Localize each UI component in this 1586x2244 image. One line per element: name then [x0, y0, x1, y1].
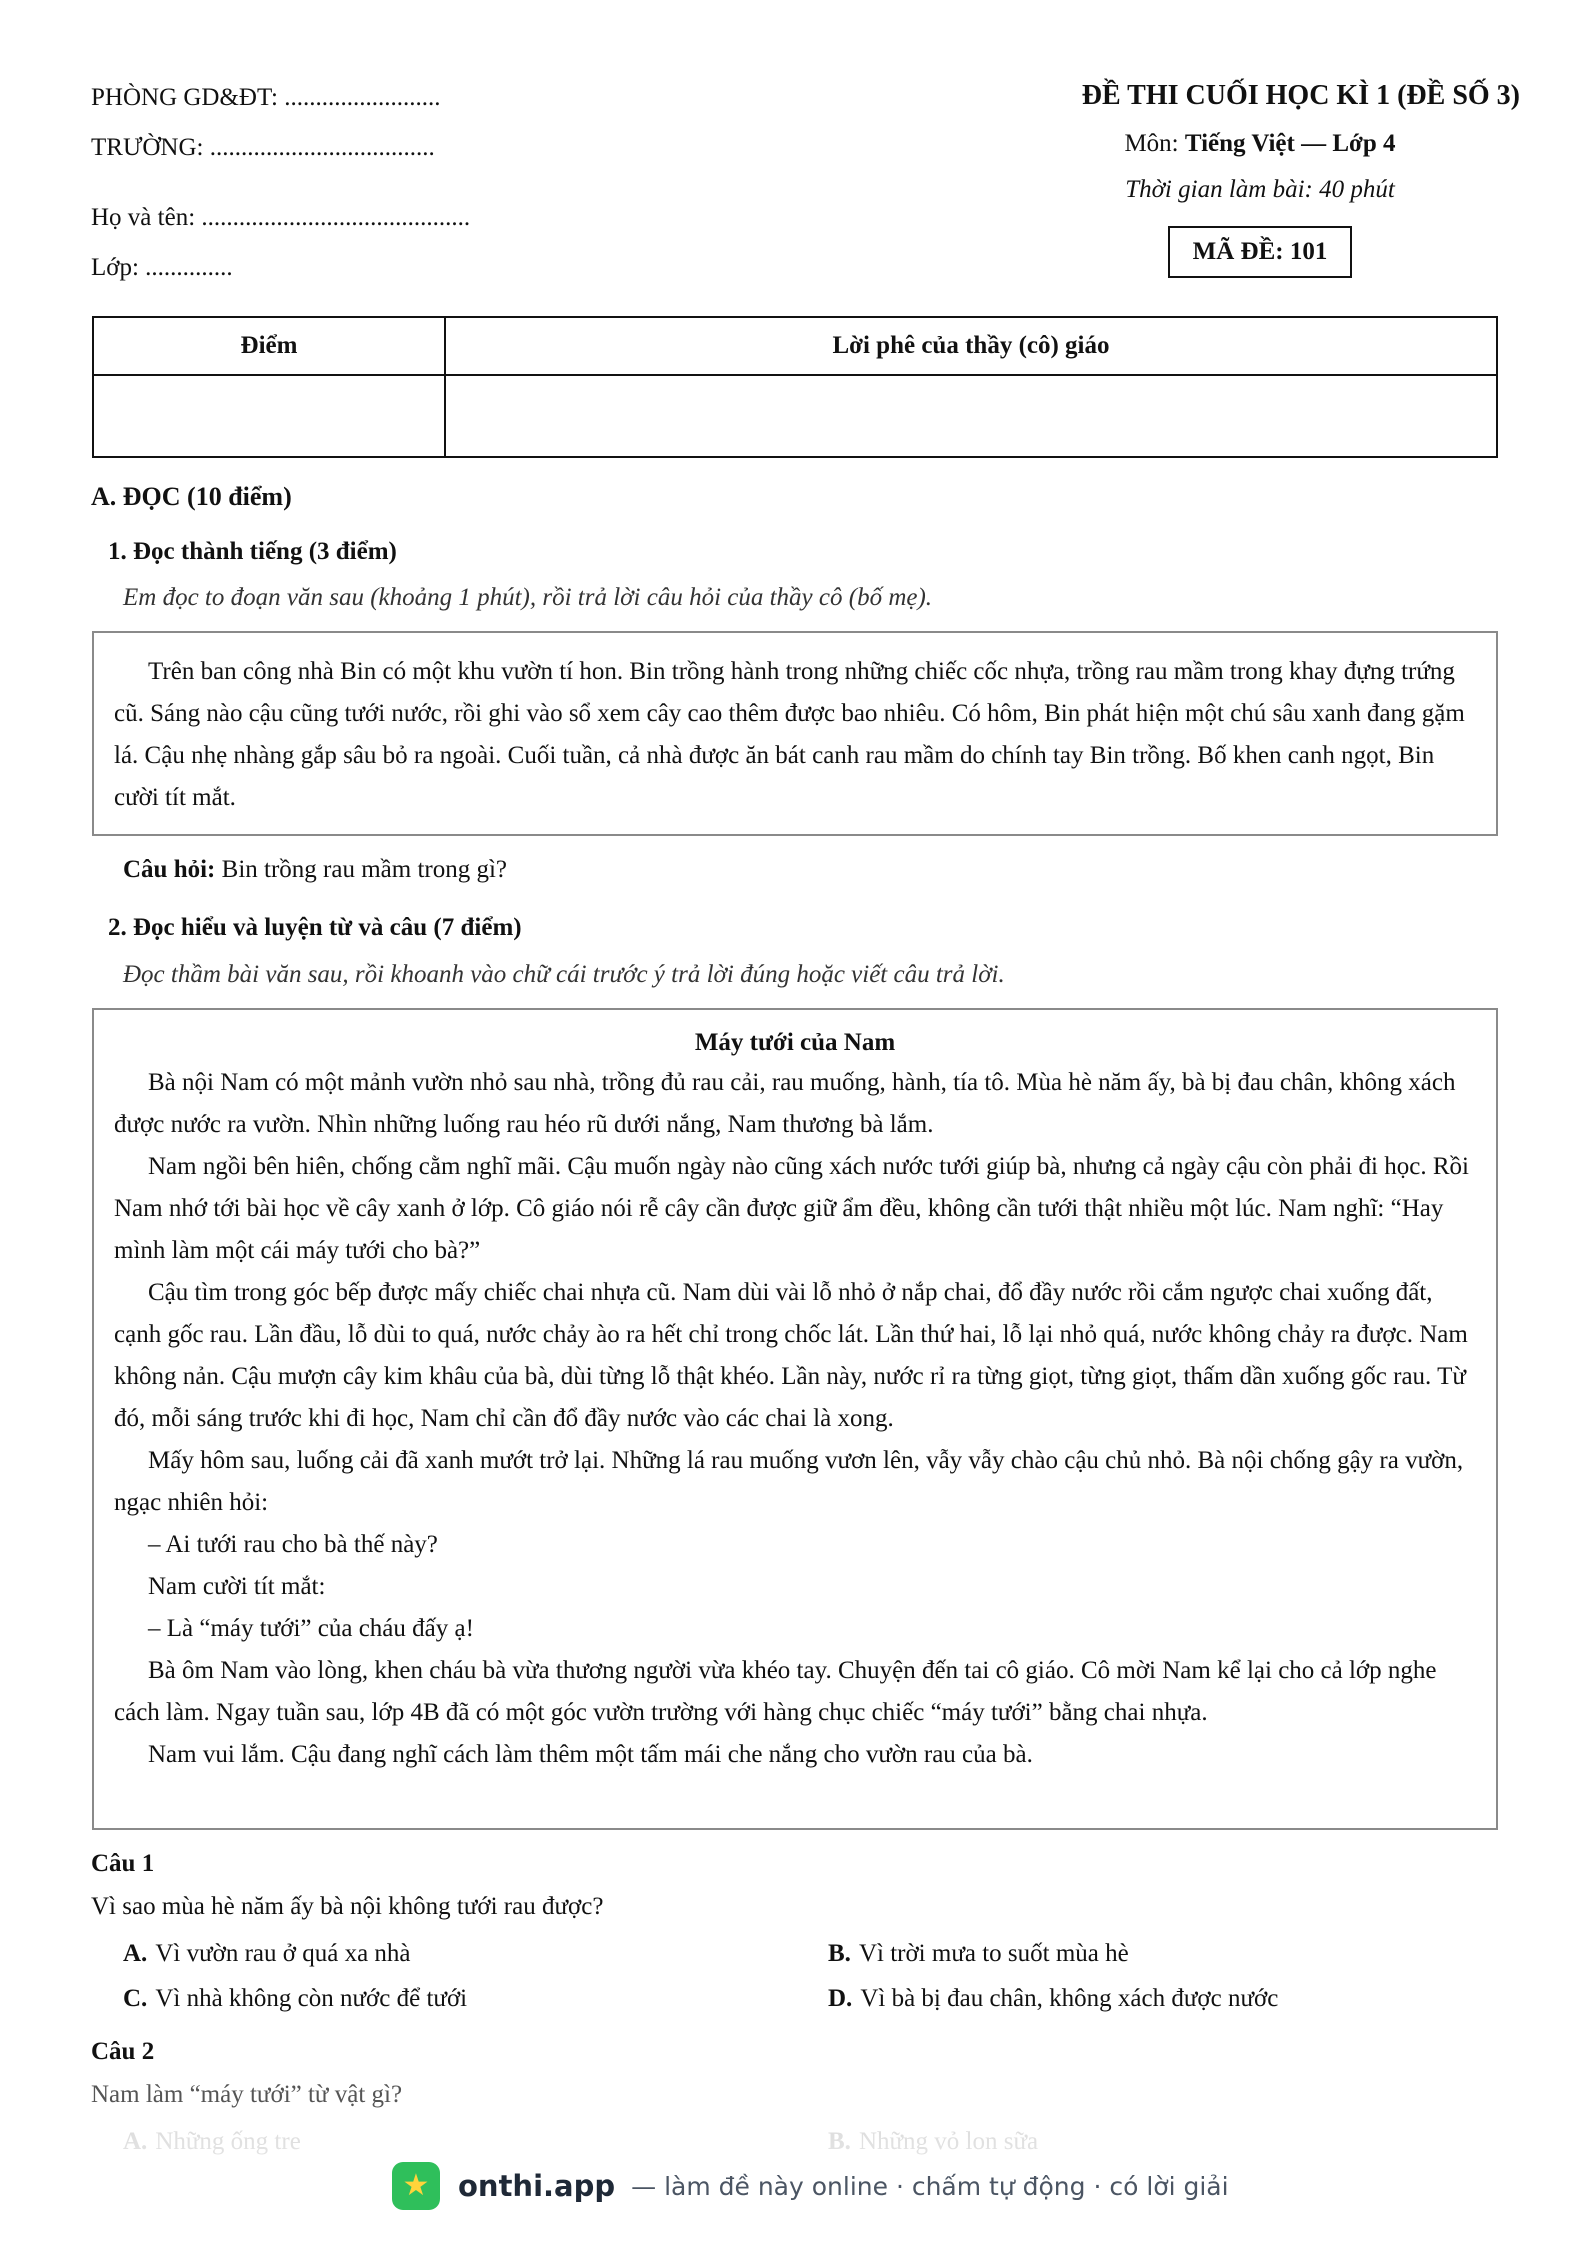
part2-title: 2. Đọc hiểu và luyện từ và câu (7 điểm) [108, 914, 522, 941]
story-title: Máy tưới của Nam [694, 1029, 896, 1056]
banner-tagline: — làm đề này online · chấm tự động · có lời giải [631, 2171, 1229, 2201]
story-paragraph-5: Bà ôm Nam vào lòng, khen cháu bà vừa thương người vừa khéo tay. Chuyện đến tai cô giáo. Cô mời Nam kể lại cho cả lớp nghe cách làm. Ngay tuần sau, lớp 4B đã có một góc vườn trường với hàng chục chiếc “máy tưới” bằng chai nhựa. [114, 1657, 1437, 1726]
question-1-label: Câu 1 [91, 1850, 155, 1877]
question-1-option-d[interactable] [828, 1985, 1278, 2013]
question-1-text: Vì sao mùa hè năm ấy bà nội không tưới rau được? [91, 1893, 604, 1920]
class-line: Lớp: .............. [91, 254, 233, 281]
part1-question [123, 856, 507, 884]
name-line: Họ và tên: ........................................... [91, 204, 471, 231]
option-text: Vì trời mưa to suốt mùa hè [858, 1940, 1129, 1967]
score-table [92, 316, 1498, 458]
part2-instruction: Đọc thầm bài văn sau, rồi khoanh vào chữ cái trước ý trả lời đúng hoặc viết câu trả lời. [123, 961, 1005, 988]
option-text: Vì vườn rau ở quá xa nhà [155, 1940, 411, 1967]
brand-name[interactable]: onthi.app [458, 2169, 616, 2203]
subject-name: Tiếng Việt — Lớp 4 [1184, 130, 1396, 157]
story-dialogue-3: – Là “máy tưới” của cháu đấy ạ! [148, 1615, 474, 1642]
reading-passage-box [92, 631, 1498, 836]
story-dialogue-2: Nam cười tít mắt: [148, 1573, 326, 1600]
section-a-title: A. ĐỌC (10 điểm) [91, 482, 292, 511]
story-paragraph-4: Mấy hôm sau, luống cải đã xanh mướt trở lại. Những lá rau muống vươn lên, vẫy vẫy chào cậu chủ nhỏ. Bà nội chống gậy ra vườn, ngạc nhiên hỏi: [114, 1447, 1464, 1516]
story-dialogue-1: – Ai tưới rau cho bà thế này? [148, 1531, 438, 1558]
question-2-label: Câu 2 [91, 2038, 155, 2065]
comment-header: Lời phê của thầy (cô) giáo [445, 317, 1497, 375]
question-text: Bin trồng rau mầm trong gì? [215, 856, 508, 883]
option-key: C. [123, 1985, 148, 2012]
story-paragraph-1: Bà nội Nam có một mảnh vườn nhỏ sau nhà, trồng đủ rau cải, rau muống, hành, tía tô. Mùa hè năm ấy, bà bị đau chân, không xách được nước ra vườn. Nhìn những luống rau héo rũ dưới nắng, Nam thương bà lắm. [114, 1069, 1456, 1138]
comment-cell [445, 375, 1497, 457]
story-box [92, 1008, 1498, 1830]
option-text: Vì nhà không còn nước để tưới [155, 1985, 468, 2012]
score-cell [93, 375, 445, 457]
reading-passage: Trên ban công nhà Bin có một khu vườn tí hon. Bin trồng hành trong những chiếc cốc nhựa, trồng rau mầm trong khay đựng trứng cũ. Sáng nào cậu cũng tưới nước, rồi ghi vào sổ xem cây cao thêm được bao nhiêu. Có hôm, Bin phát hiện một chú sâu xanh đang gặm lá. Cậu nhẹ nhàng gắp sâu bỏ ra ngoài. Cuối tuần, cả nhà được ăn bát canh rau mầm do chính tay Bin trồng. Bố khen canh ngọt, Bin cười tít mắt. [114, 658, 1465, 811]
option-key: D. [828, 1985, 853, 2012]
option-key: B. [828, 1940, 851, 1967]
question-2-text: Nam làm “máy tưới” từ vật gì? [91, 2081, 403, 2108]
question-1-option-b[interactable] [828, 1940, 1129, 1968]
option-text: Vì bà bị đau chân, không xách được nước [860, 1985, 1279, 2012]
subject-prefix: Môn: [1124, 130, 1185, 157]
duration: Thời gian làm bài: 40 phút [1125, 176, 1395, 203]
part1-title: 1. Đọc thành tiếng (3 điểm) [108, 538, 397, 565]
question-label: Câu hỏi: [123, 856, 216, 883]
score-header: Điểm [93, 317, 445, 375]
exam-code: MÃ ĐỀ: 101 [1168, 226, 1352, 278]
department-line: PHÒNG GD&ĐT: ......................... [91, 84, 441, 111]
promo-banner[interactable] [392, 2160, 1229, 2212]
question-1-option-a[interactable] [123, 1940, 411, 1968]
option-key: A. [123, 1940, 148, 1967]
star-icon: ★ [392, 2162, 440, 2210]
question-1-option-c[interactable] [123, 1985, 467, 2013]
exam-title: ĐỀ THI CUỐI HỌC KÌ 1 (ĐỀ SỐ 3) [1081, 80, 1520, 111]
story-paragraph-6: Nam vui lắm. Cậu đang nghĩ cách làm thêm một tấm mái che nắng cho vườn rau của bà. [148, 1741, 1033, 1768]
school-line: TRƯỜNG: .................................... [91, 134, 435, 161]
story-paragraph-2: Nam ngồi bên hiên, chống cằm nghĩ mãi. Cậu muốn ngày nào cũng xách nước tưới giúp bà, nhưng cả ngày cậu còn phải đi học. Rồi Nam nhớ tới bài học về cây xanh ở lớp. Cô giáo nói rễ cây cần được giữ ẩm đều, không cần tưới thật nhiều một lúc. Nam nghĩ: “Hay mình làm một cái máy tưới cho bà?” [114, 1153, 1469, 1264]
story-paragraph-3: Cậu tìm trong góc bếp được mấy chiếc chai nhựa cũ. Nam dùi vài lỗ nhỏ ở nắp chai, đổ đầy nước rồi cắm ngược chai xuống đất, cạnh gốc rau. Lần đầu, lỗ dùi to quá, nước chảy ào ra hết chỉ trong chốc lát. Lần thứ hai, lỗ lại nhỏ quá, nước không chảy ra được. Nam không nản. Cậu mượn cây kim khâu của bà, dùi từng lỗ thật khéo. Lần này, nước rỉ ra từng giọt, từng giọt, thấm dần xuống gốc rau. Từ đó, mỗi sáng trước khi đi học, Nam chỉ cần đổ đầy nước vào các chai là xong. [114, 1279, 1468, 1432]
subject-line [1000, 130, 1520, 158]
part1-instruction: Em đọc to đoạn văn sau (khoảng 1 phút), rồi trả lời câu hỏi của thầy cô (bố mẹ). [123, 584, 933, 611]
